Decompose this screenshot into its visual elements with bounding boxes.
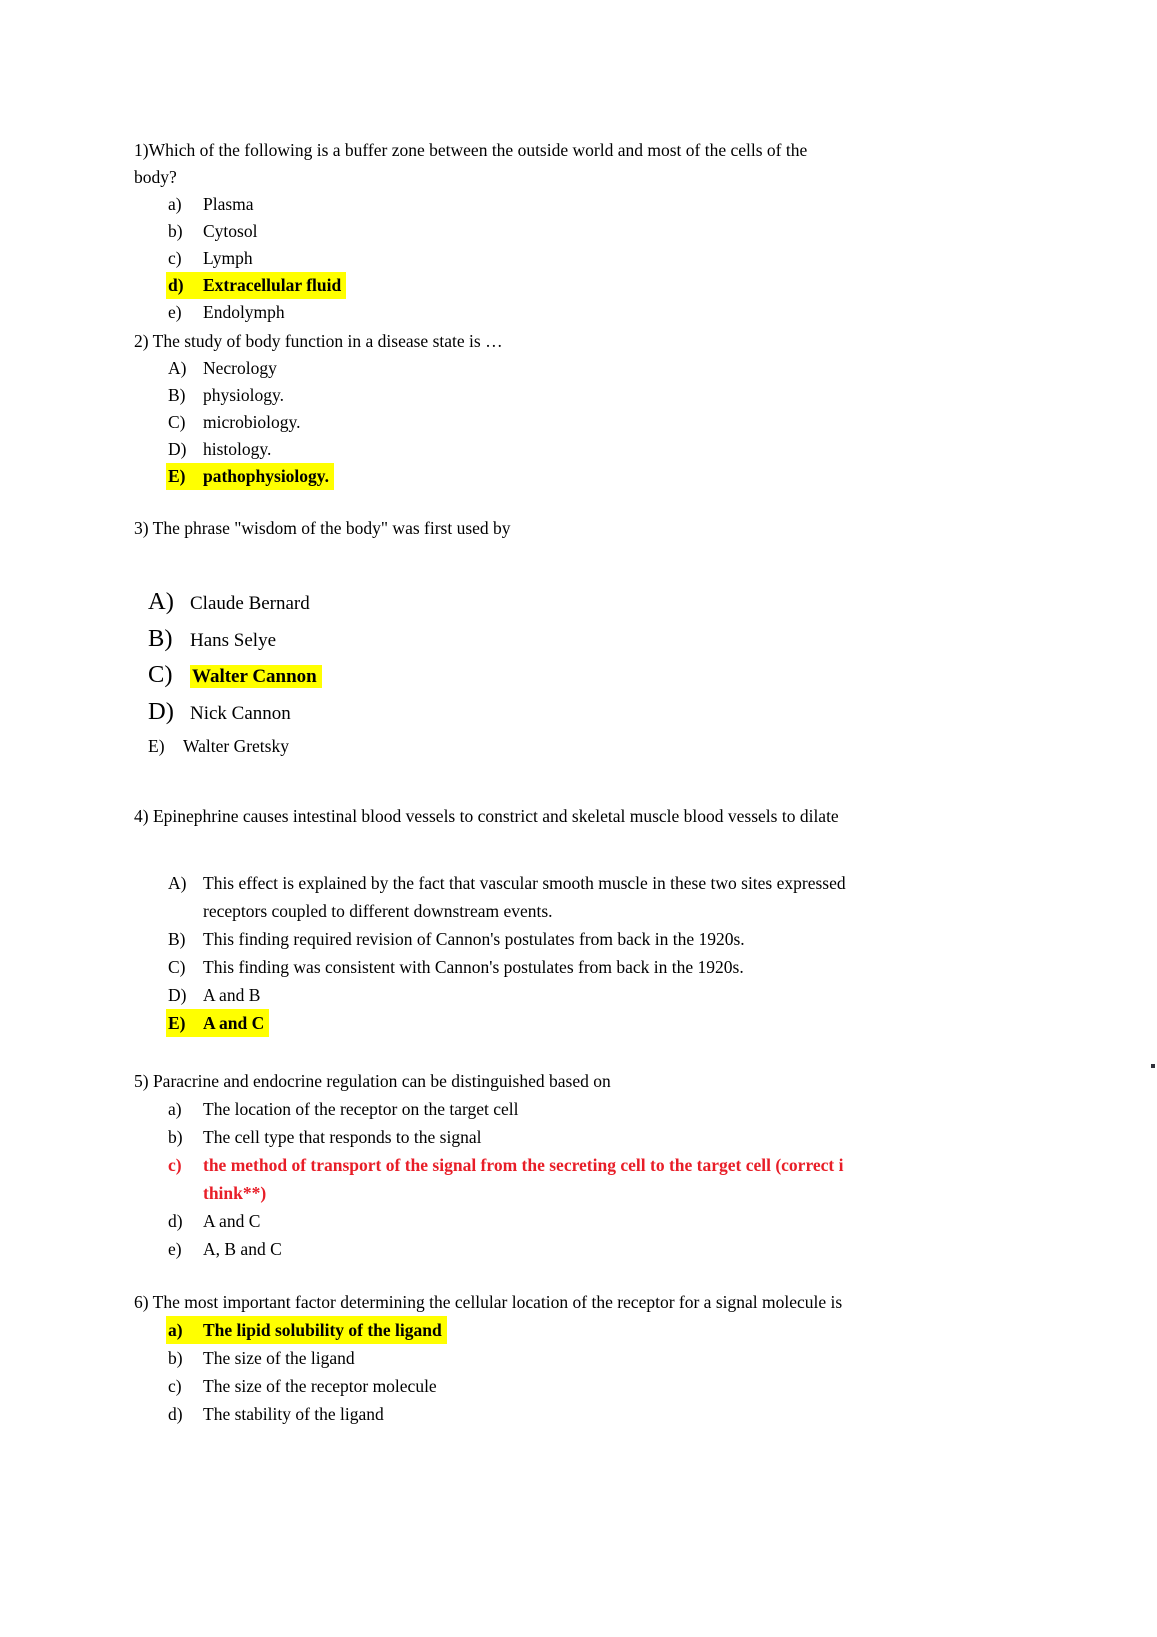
option-text: Plasma <box>203 194 254 214</box>
option-letter: D) <box>168 985 187 1005</box>
option-letter: b) <box>168 1348 183 1368</box>
answer-option <box>134 1095 1084 1123</box>
option-letter: C) <box>168 412 186 432</box>
option-text: This effect is explained by the fact that vascular smooth muscle in these two sites expressed receptors coupled to different downstream events. <box>203 873 846 921</box>
answer-option <box>134 1123 1084 1151</box>
option-text: A and B <box>203 985 261 1005</box>
option-letter: D) <box>148 697 174 725</box>
option-text: the method of transport of the signal from the secreting cell to the target cell (correct i think**) <box>203 1155 844 1203</box>
option-letter: d) <box>168 1211 183 1231</box>
option-letter: d) <box>168 275 184 295</box>
option-text: Hans Selye <box>190 629 277 651</box>
option-letter: a) <box>168 194 182 214</box>
question-text <box>134 515 1084 542</box>
option-text: pathophysiology. <box>203 466 329 486</box>
option-text: Claude Bernard <box>190 593 310 614</box>
option-letter: A) <box>168 358 187 378</box>
correct-answer-highlight: Walter Cannon <box>190 665 322 688</box>
options-list <box>134 191 1084 326</box>
answer-option <box>134 355 1084 382</box>
question-3 <box>134 515 1084 762</box>
answer-option <box>134 622 1084 659</box>
document-content <box>134 137 1084 1428</box>
option-text: This finding was consistent with Cannon's postulates from back in the 1920s. <box>203 957 744 977</box>
question-6 <box>134 1289 1084 1428</box>
question-title-line: 1)Which of the following is a buffer zone between the outside world and most of the cells of the <box>134 140 808 160</box>
answer-option-correct <box>134 1009 1084 1037</box>
option-letter: b) <box>168 1127 183 1147</box>
question-text <box>134 328 1084 355</box>
question-text <box>134 803 1084 830</box>
question-title-line: body? <box>134 167 177 187</box>
answer-option-correct <box>134 658 1084 695</box>
question-title-line: 4) Epinephrine causes intestinal blood vessels to constrict and skeletal muscle blood vessels to dilate <box>134 806 839 826</box>
answer-option <box>134 299 1084 326</box>
answer-option <box>134 695 1084 732</box>
option-letter: c) <box>168 248 182 268</box>
option-text: A and C <box>203 1211 261 1231</box>
option-letter: C) <box>168 957 186 977</box>
answer-option <box>134 1207 1084 1235</box>
answer-option <box>134 1400 1084 1428</box>
option-text: The stability of the ligand <box>203 1404 384 1424</box>
answer-option-correct <box>134 272 1084 299</box>
question-5 <box>134 1068 1084 1263</box>
option-text <box>190 660 1084 695</box>
option-text: Cytosol <box>203 221 258 241</box>
answer-option <box>134 245 1084 272</box>
answer-option <box>134 731 1084 762</box>
correct-answer-highlight <box>166 272 346 299</box>
answer-option <box>134 953 1084 981</box>
option-text: Nick Cannon <box>190 702 291 724</box>
stray-mark <box>1151 1064 1155 1068</box>
question-title-line: 6) The most important factor determining the cellular location of the receptor for a signal molecule is <box>134 1292 843 1312</box>
option-letter: a) <box>168 1099 182 1119</box>
options-list <box>134 585 1084 762</box>
answer-option <box>134 585 1084 622</box>
option-text: Extracellular fluid <box>203 275 342 295</box>
option-text: The location of the receptor on the target cell <box>203 1099 519 1119</box>
answer-option-correct <box>134 1316 1084 1344</box>
option-text: Walter Gretsky <box>183 736 289 756</box>
correct-answer-highlight <box>166 1316 447 1344</box>
options-list <box>134 355 1084 490</box>
option-text: A, B and C <box>203 1239 282 1259</box>
option-letter: b) <box>168 221 183 241</box>
option-letter: e) <box>168 302 182 322</box>
option-text: Necrology <box>203 358 277 378</box>
option-letter: A) <box>148 588 174 615</box>
option-text: microbiology. <box>203 412 301 432</box>
option-text: The cell type that responds to the signal <box>203 1127 482 1147</box>
option-text: The lipid solubility of the ligand <box>203 1320 442 1340</box>
option-text: Endolymph <box>203 302 285 322</box>
option-text: This finding required revision of Cannon's postulates from back in the 1920s. <box>203 929 745 949</box>
question-title-line: 2) The study of body function in a disease state is … <box>134 331 503 351</box>
option-letter: a) <box>168 1320 183 1340</box>
answer-option <box>134 1235 1084 1263</box>
question-title-line: 5) Paracrine and endocrine regulation can be distinguished based on <box>134 1071 611 1091</box>
option-letter: C) <box>148 661 173 688</box>
option-letter: d) <box>168 1404 183 1424</box>
answer-option <box>134 869 1084 925</box>
option-text: physiology. <box>203 385 285 405</box>
question-2 <box>134 328 1084 490</box>
option-letter: c) <box>168 1376 182 1396</box>
option-letter: E) <box>168 466 186 486</box>
option-letter: B) <box>168 929 186 949</box>
options-list <box>134 1095 1084 1263</box>
answer-option-correct <box>134 463 1084 490</box>
answer-option-correct-red <box>134 1151 1084 1207</box>
question-text <box>134 1068 1084 1095</box>
answer-option <box>134 191 1084 218</box>
option-letter: A) <box>168 873 187 893</box>
option-letter: e) <box>168 1239 182 1259</box>
option-letter: E) <box>168 1013 186 1033</box>
options-list <box>134 1316 1084 1428</box>
answer-option <box>134 382 1084 409</box>
answer-option <box>134 409 1084 436</box>
option-letter: B) <box>168 385 186 405</box>
question-text <box>134 1289 1084 1316</box>
option-letter: E) <box>148 736 165 756</box>
option-text: A and C <box>203 1013 265 1033</box>
answer-option <box>134 436 1084 463</box>
answer-option <box>134 981 1084 1009</box>
option-letter: D) <box>168 439 187 459</box>
answer-option <box>134 1344 1084 1372</box>
option-text: Lymph <box>203 248 253 268</box>
question-text <box>134 137 1084 191</box>
option-letter: c) <box>168 1155 182 1175</box>
question-4 <box>134 803 1084 1037</box>
option-letter: B) <box>148 624 173 652</box>
question-title-line: 3) The phrase "wisdom of the body" was first used by <box>134 518 511 538</box>
question-1 <box>134 137 1084 326</box>
correct-answer-highlight <box>166 1009 269 1037</box>
option-text: histology. <box>203 439 272 459</box>
option-text: The size of the ligand <box>203 1348 355 1368</box>
options-list <box>134 869 1084 1037</box>
answer-option <box>134 218 1084 245</box>
answer-option <box>134 1372 1084 1400</box>
option-text: The size of the receptor molecule <box>203 1376 437 1396</box>
answer-option <box>134 925 1084 953</box>
correct-answer-highlight <box>166 463 334 490</box>
